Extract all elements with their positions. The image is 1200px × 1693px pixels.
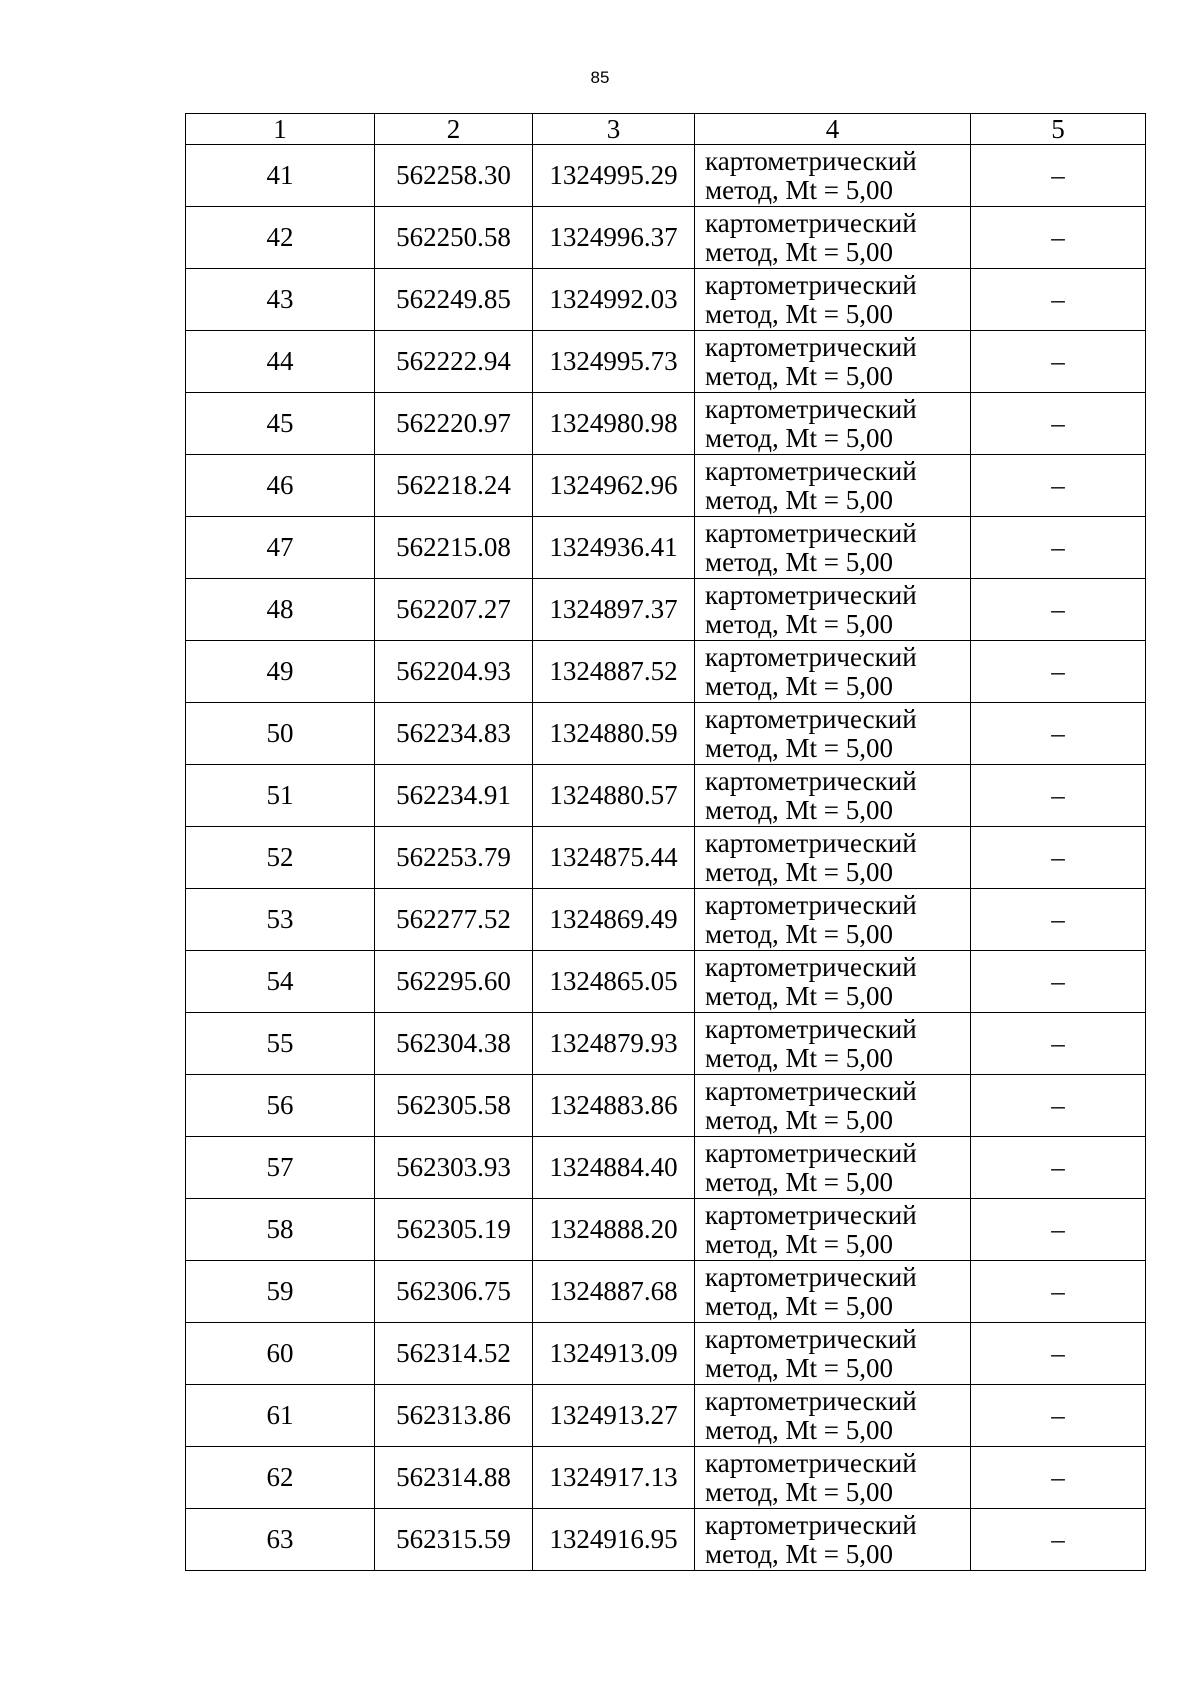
method-line-1: картометрический	[705, 889, 917, 920]
method-line-2: метод, Mt = 5,00	[705, 174, 893, 205]
point-number-cell: 53	[186, 889, 375, 951]
x-coordinate-cell: 562220.97	[375, 393, 533, 455]
method-cell	[695, 455, 971, 517]
x-coordinate-cell: 562249.85	[375, 269, 533, 331]
table-row	[186, 1385, 1146, 1447]
method-line-1: картометрический	[705, 1385, 917, 1416]
method-line-2: метод, Mt = 5,00	[705, 794, 893, 825]
note-cell: –	[971, 1447, 1146, 1509]
note-cell: –	[971, 951, 1146, 1013]
x-coordinate-cell: 562305.19	[375, 1199, 533, 1261]
column-header-2: 2	[375, 114, 533, 145]
note-cell: –	[971, 579, 1146, 641]
y-coordinate-cell: 1324995.29	[533, 145, 695, 207]
y-coordinate-cell: 1324880.57	[533, 765, 695, 827]
y-coordinate-cell: 1324980.98	[533, 393, 695, 455]
y-coordinate-cell: 1324996.37	[533, 207, 695, 269]
method-cell	[695, 1013, 971, 1075]
x-coordinate-cell: 562304.38	[375, 1013, 533, 1075]
note-cell: –	[971, 827, 1146, 889]
y-coordinate-cell: 1324887.52	[533, 641, 695, 703]
note-cell: –	[971, 889, 1146, 951]
method-line-2: метод, Mt = 5,00	[705, 1042, 893, 1073]
y-coordinate-cell: 1324962.96	[533, 455, 695, 517]
method-cell	[695, 703, 971, 765]
x-coordinate-cell: 562222.94	[375, 331, 533, 393]
x-coordinate-cell: 562315.59	[375, 1509, 533, 1571]
note-cell: –	[971, 765, 1146, 827]
point-number-cell: 47	[186, 517, 375, 579]
x-coordinate-cell: 562253.79	[375, 827, 533, 889]
y-coordinate-cell: 1324883.86	[533, 1075, 695, 1137]
note-cell: –	[971, 1323, 1146, 1385]
y-coordinate-cell: 1324875.44	[533, 827, 695, 889]
note-cell: –	[971, 1509, 1146, 1571]
method-line-1: картометрический	[705, 331, 917, 362]
y-coordinate-cell: 1324869.49	[533, 889, 695, 951]
note-cell: –	[971, 1013, 1146, 1075]
x-coordinate-cell: 562313.86	[375, 1385, 533, 1447]
note-cell: –	[971, 703, 1146, 765]
point-number-cell: 41	[186, 145, 375, 207]
method-cell	[695, 579, 971, 641]
table-row	[186, 765, 1146, 827]
point-number-cell: 43	[186, 269, 375, 331]
x-coordinate-cell: 562314.88	[375, 1447, 533, 1509]
method-line-2: метод, Mt = 5,00	[705, 1538, 893, 1569]
y-coordinate-cell: 1324897.37	[533, 579, 695, 641]
method-line-1: картометрический	[705, 1323, 917, 1354]
y-coordinate-cell: 1324879.93	[533, 1013, 695, 1075]
table-row	[186, 145, 1146, 207]
method-line-2: метод, Mt = 5,00	[705, 1476, 893, 1507]
method-line-2: метод, Mt = 5,00	[705, 1290, 893, 1321]
method-line-1: картометрический	[705, 641, 917, 672]
method-line-2: метод, Mt = 5,00	[705, 236, 893, 267]
method-cell	[695, 1447, 971, 1509]
method-cell	[695, 765, 971, 827]
x-coordinate-cell: 562277.52	[375, 889, 533, 951]
method-line-1: картометрический	[705, 827, 917, 858]
method-cell	[695, 331, 971, 393]
table-row	[186, 269, 1146, 331]
method-line-1: картометрический	[705, 1137, 917, 1168]
y-coordinate-cell: 1324888.20	[533, 1199, 695, 1261]
method-line-2: метод, Mt = 5,00	[705, 1104, 893, 1135]
method-line-2: метод, Mt = 5,00	[705, 1352, 893, 1383]
note-cell: –	[971, 1137, 1146, 1199]
table-body	[186, 145, 1146, 1571]
method-line-2: метод, Mt = 5,00	[705, 856, 893, 887]
x-coordinate-cell: 562234.91	[375, 765, 533, 827]
point-number-cell: 60	[186, 1323, 375, 1385]
note-cell: –	[971, 641, 1146, 703]
method-line-2: метод, Mt = 5,00	[705, 918, 893, 949]
x-coordinate-cell: 562234.83	[375, 703, 533, 765]
coordinates-table	[185, 113, 1146, 1571]
method-line-1: картометрический	[705, 517, 917, 548]
method-cell	[695, 1385, 971, 1447]
method-cell	[695, 1323, 971, 1385]
table-row	[186, 1199, 1146, 1261]
note-cell: –	[971, 1199, 1146, 1261]
table-row	[186, 331, 1146, 393]
table-row	[186, 641, 1146, 703]
method-cell	[695, 207, 971, 269]
note-cell: –	[971, 455, 1146, 517]
method-line-2: метод, Mt = 5,00	[705, 546, 893, 577]
note-cell: –	[971, 331, 1146, 393]
x-coordinate-cell: 562314.52	[375, 1323, 533, 1385]
method-line-1: картометрический	[705, 1509, 917, 1540]
column-header-4: 4	[695, 114, 971, 145]
note-cell: –	[971, 207, 1146, 269]
method-line-1: картометрический	[705, 1199, 917, 1230]
point-number-cell: 62	[186, 1447, 375, 1509]
y-coordinate-cell: 1324913.09	[533, 1323, 695, 1385]
note-cell: –	[971, 269, 1146, 331]
x-coordinate-cell: 562218.24	[375, 455, 533, 517]
method-cell	[695, 517, 971, 579]
table-row	[186, 1261, 1146, 1323]
note-cell: –	[971, 393, 1146, 455]
method-cell	[695, 393, 971, 455]
table-row	[186, 455, 1146, 517]
table-row	[186, 827, 1146, 889]
method-line-2: метод, Mt = 5,00	[705, 980, 893, 1011]
point-number-cell: 63	[186, 1509, 375, 1571]
method-line-2: метод, Mt = 5,00	[705, 732, 893, 763]
y-coordinate-cell: 1324880.59	[533, 703, 695, 765]
method-line-1: картометрический	[705, 579, 917, 610]
note-cell: –	[971, 145, 1146, 207]
method-line-2: метод, Mt = 5,00	[705, 1414, 893, 1445]
method-line-1: картометрический	[705, 269, 917, 300]
method-cell	[695, 827, 971, 889]
column-header-3: 3	[533, 114, 695, 145]
x-coordinate-cell: 562207.27	[375, 579, 533, 641]
method-line-1: картометрический	[705, 703, 917, 734]
point-number-cell: 51	[186, 765, 375, 827]
y-coordinate-cell: 1324995.73	[533, 331, 695, 393]
table-header-row	[186, 114, 1146, 145]
method-cell	[695, 1261, 971, 1323]
method-cell	[695, 951, 971, 1013]
table-row	[186, 393, 1146, 455]
method-line-2: метод, Mt = 5,00	[705, 670, 893, 701]
point-number-cell: 56	[186, 1075, 375, 1137]
table-row	[186, 1013, 1146, 1075]
method-cell	[695, 1199, 971, 1261]
method-cell	[695, 269, 971, 331]
method-cell	[695, 1509, 971, 1571]
x-coordinate-cell: 562305.58	[375, 1075, 533, 1137]
x-coordinate-cell: 562295.60	[375, 951, 533, 1013]
method-line-2: метод, Mt = 5,00	[705, 1166, 893, 1197]
method-line-2: метод, Mt = 5,00	[705, 608, 893, 639]
method-line-2: метод, Mt = 5,00	[705, 422, 893, 453]
table-row	[186, 579, 1146, 641]
point-number-cell: 42	[186, 207, 375, 269]
table-row	[186, 951, 1146, 1013]
point-number-cell: 46	[186, 455, 375, 517]
method-line-1: картометрический	[705, 393, 917, 424]
note-cell: –	[971, 1261, 1146, 1323]
x-coordinate-cell: 562215.08	[375, 517, 533, 579]
table-row	[186, 1509, 1146, 1571]
x-coordinate-cell: 562303.93	[375, 1137, 533, 1199]
point-number-cell: 44	[186, 331, 375, 393]
method-cell	[695, 1137, 971, 1199]
method-line-1: картометрический	[705, 1075, 917, 1106]
table-row	[186, 517, 1146, 579]
method-line-2: метод, Mt = 5,00	[705, 484, 893, 515]
method-line-2: метод, Mt = 5,00	[705, 360, 893, 391]
point-number-cell: 59	[186, 1261, 375, 1323]
note-cell: –	[971, 1075, 1146, 1137]
point-number-cell: 50	[186, 703, 375, 765]
point-number-cell: 61	[186, 1385, 375, 1447]
note-cell: –	[971, 517, 1146, 579]
point-number-cell: 54	[186, 951, 375, 1013]
method-cell	[695, 641, 971, 703]
point-number-cell: 58	[186, 1199, 375, 1261]
y-coordinate-cell: 1324865.05	[533, 951, 695, 1013]
method-line-1: картометрический	[705, 1013, 917, 1044]
method-line-1: картометрический	[705, 1261, 917, 1292]
method-line-1: картометрический	[705, 455, 917, 486]
method-line-1: картометрический	[705, 145, 917, 176]
y-coordinate-cell: 1324887.68	[533, 1261, 695, 1323]
table-row	[186, 1137, 1146, 1199]
point-number-cell: 52	[186, 827, 375, 889]
method-line-1: картометрический	[705, 951, 917, 982]
table-row	[186, 207, 1146, 269]
x-coordinate-cell: 562258.30	[375, 145, 533, 207]
y-coordinate-cell: 1324916.95	[533, 1509, 695, 1571]
y-coordinate-cell: 1324884.40	[533, 1137, 695, 1199]
column-header-5: 5	[971, 114, 1146, 145]
y-coordinate-cell: 1324913.27	[533, 1385, 695, 1447]
y-coordinate-cell: 1324936.41	[533, 517, 695, 579]
method-line-2: метод, Mt = 5,00	[705, 298, 893, 329]
method-line-1: картометрический	[705, 765, 917, 796]
method-line-2: метод, Mt = 5,00	[705, 1228, 893, 1259]
note-cell: –	[971, 1385, 1146, 1447]
table-row	[186, 1075, 1146, 1137]
x-coordinate-cell: 562250.58	[375, 207, 533, 269]
table-row	[186, 703, 1146, 765]
y-coordinate-cell: 1324992.03	[533, 269, 695, 331]
point-number-cell: 45	[186, 393, 375, 455]
method-line-1: картометрический	[705, 207, 917, 238]
point-number-cell: 49	[186, 641, 375, 703]
point-number-cell: 48	[186, 579, 375, 641]
table-row	[186, 1323, 1146, 1385]
method-cell	[695, 145, 971, 207]
table-row	[186, 1447, 1146, 1509]
x-coordinate-cell: 562204.93	[375, 641, 533, 703]
point-number-cell: 57	[186, 1137, 375, 1199]
column-header-1: 1	[186, 114, 375, 145]
table-row	[186, 889, 1146, 951]
page-number: 85	[590, 68, 610, 87]
method-cell	[695, 1075, 971, 1137]
method-line-1: картометрический	[705, 1447, 917, 1478]
method-cell	[695, 889, 971, 951]
y-coordinate-cell: 1324917.13	[533, 1447, 695, 1509]
x-coordinate-cell: 562306.75	[375, 1261, 533, 1323]
point-number-cell: 55	[186, 1013, 375, 1075]
